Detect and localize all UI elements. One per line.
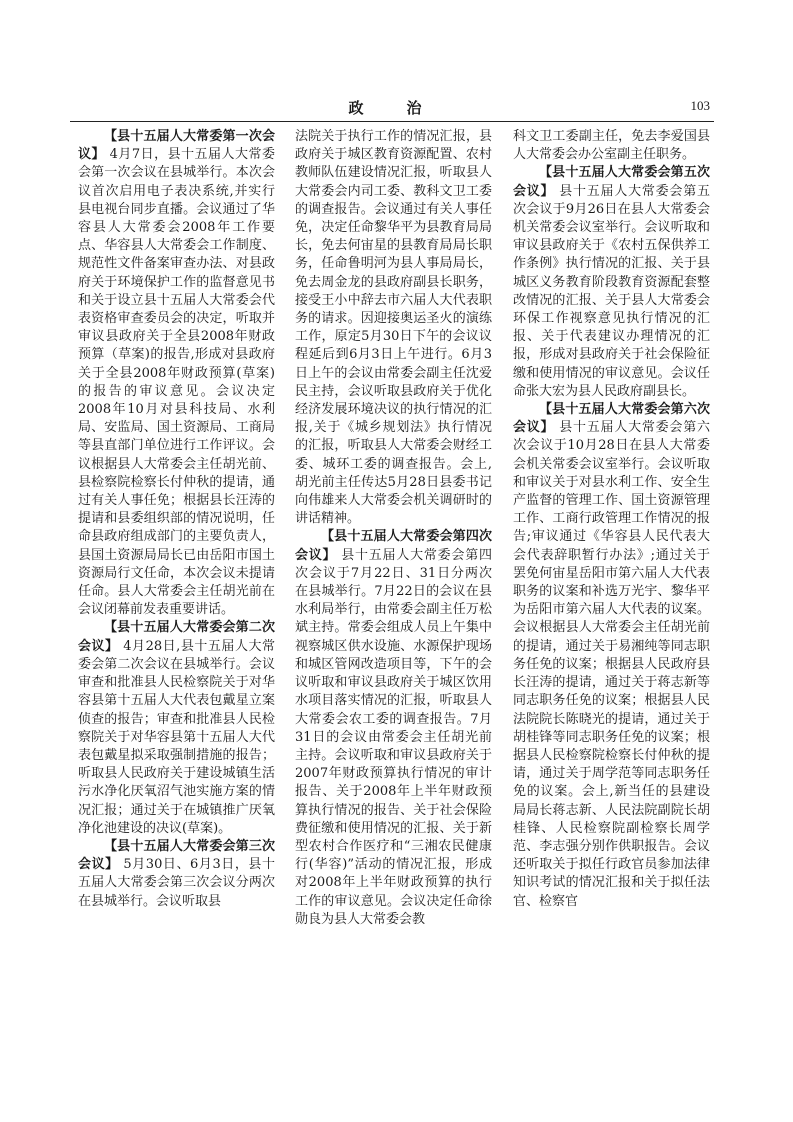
paragraph-heading: 【县十五届人大常委会第二次会议】 <box>78 620 275 654</box>
paragraph-heading: 【县十五届人大常委会第三次会议】 <box>78 838 275 873</box>
paragraph-body: 县十五届人大常委会第四次会议于7月22日、31日分两次在县城举行。7月22日的会议在县水利局举行，由常委会副主任万松斌主持。常委会组成人员上午集中视察城区供水设施、水源保护现场和城区管网改造项目等，下午的会议听取和审议县政府关于城区饮用水项目落实情况的汇报，听取县人大常委会农工委的调查报告。7月31日的会议由常委会主任胡光前主持。会议听取和审议县政府关于2007年财政预算执行情况的审计报告、关于2008年上半年财政预算执行情况的报告、关于社会保险费征缴和使用情况的汇报、关于新型农村合作医疗和“三湘农民健康行(华容)”活动的情况汇报，形成对2008年上半年财政预算的执行工作的审议意见。会议决定任命徐勋良为县人大常委会教 <box>295 547 492 927</box>
paragraph <box>513 401 710 911</box>
paragraph <box>78 838 275 911</box>
paragraph <box>78 128 275 619</box>
paragraph-heading: 【县十五届人大常委会第五次会议】 <box>513 165 710 199</box>
paragraph <box>78 619 275 837</box>
paragraph-heading: 【县十五届人大常委会第六次会议】 <box>513 402 710 436</box>
paragraph-body: 4月7日，县十五届人大常委会第一次会议在县城举行。本次会议首次启用电子表决系统,并实行县电视台同步直播。会议通过了华容县人大常委会2008年工作要点、华容县人大常委会工作制度、规范性文件备案审查办法、对县政府关于环境保护工作的监督意见书和关于设立县十五届人大常委会代表资格审查委员会的决定，听取并审议县政府关于全县2008年财政预算（草案)的报告,形成对县政府关于全县2008年财政预算(草案)的报告的审议意见。会议决定2008年10月对县科技局、水利局、安监局、国土资源局、工商局等县直部门单位进行工作评议。会议根据县人大常委会主任胡光前、县检察院检察长付仲秋的提请，通过有关人事任免；根据县长汪涛的提请和县委组织部的情况说明，任命县政府组成部门的主要负责人，县国土资源局局长已由岳阳市国土资源局行文任命，本次会议未提请任命。县人大常委会主任胡光前在会议闭幕前发表重要讲话。 <box>78 147 275 618</box>
text-column-1 <box>78 128 275 911</box>
paragraph <box>295 528 492 928</box>
page-header <box>70 94 714 120</box>
paragraph-body: 科文卫工委副主任，免去李爱国县人大常委会办公室副主任职务。 <box>513 129 710 163</box>
paragraph-heading: 【县十五届人大常委第一次会议】 <box>78 129 275 163</box>
paragraph <box>295 128 492 528</box>
paragraph-body: 4月28日,县十五届人大常委会第二次会议在县城举行。会议审查和批准县人民检察院关于对华容县第十五届人大代表包戴星立案侦查的报告；审查和批准县人民检察院关于对华容县第十五届人大代表包戴星拟采取强制措施的报告；听取县人民政府关于建设城镇生活污水净化厌氧沼气池实施方案的情况汇报；通过关于在城镇推广厌氧净化池建设的决议(草案)。 <box>78 638 275 836</box>
paragraph <box>513 164 710 401</box>
paragraph <box>513 128 710 164</box>
paragraph-body: 5月30日、6月3日，县十五届人大常委会第三次会议分两次在县城举行。会议听取县 <box>78 857 275 909</box>
paragraph-body: 法院关于执行工作的情况汇报，县政府关于城区教育资源配置、农村教师队伍建设情况汇报，听取县人大常委会内司工委、教科文卫工委的调查报告。会议通过有关人事任免，决定任命黎华平为县教育局局长，免去何宙星的县教育局局长职务，任命鲁明河为县人事局局长，免去周金龙的县政府副县长职务，接受王小中辞去市六届人大代表职务的请求。因迎接奥运圣火的演练工作，原定5月30日下午的会议议程延后到6月3日上午进行。6月3日上午的会议由常委会副主任沈爱民主持，会议听取县政府关于优化经济发展环境决议的执行情况的汇报,关于《城乡规划法》执行情况的汇报，听取县人大常委会财经工委、城环工委的调查报告。会上,胡光前主任传达5月28日县委书记向伟雄来人大常委会机关调研时的讲话精神。 <box>295 129 492 527</box>
page-number: 103 <box>690 98 710 113</box>
paragraph-body: 县十五届人大常委会第五次会议于9月26日在县人大常委会机关常委会议室举行。会议听取和审议县政府关于《农村五保供养工作条例》执行情况的汇报、关于县城区义务教育阶段教育资源配套整改情况的汇报、关于县人大常委会环保工作视察意见执行情况的汇报、关于代表建议办理情况的汇报，形成对县政府关于社会保险征缴和使用情况的审议意见。会议任命张大宏为县人民政府副县长。 <box>513 183 710 399</box>
paragraph-heading: 【县十五届人大常委会第四次会议】 <box>295 529 492 563</box>
paragraph-body: 县十五届人大常委会第六次会议于10月28日在县人大常委会机关常委会议室举行。会议听取和审议关于对县水利工作、安全生产监督的管理工作、国土资源管理工作、工商行政管理工作情况的报告;审议通过《华容县人民代表大会代表辞职暂行办法》;通过关于罢免何宙星岳阳市第六届人大代表职务的议案和补选万光宇、黎华平为岳阳市第六届人大代表的议案。会议根据县人大常委会主任胡光前的提请，通过关于易湘纯等同志职务任免的议案；根据县人民政府县长汪涛的提请，通过关于蒋志新等同志职务任免的议案；根据县人民法院院长陈晓光的提请，通过关于胡桂锋等同志职务任免的议案；根据县人民检察院检察长付仲秋的提请，通过关于周学范等同志职务任免的议案。会上,新当任的县建设局局长蒋志新、人民法院副院长胡桂锋、人民检察院副检察长周学范、李志强分别作供职报告。会议还听取关于拟任行政官员参加法律知识考试的情况汇报和关于拟任法官、检察官 <box>513 420 710 909</box>
text-column-2 <box>295 128 492 929</box>
header-rule <box>70 121 714 122</box>
text-column-3 <box>513 128 710 911</box>
section-title: 政 治 <box>348 99 436 117</box>
